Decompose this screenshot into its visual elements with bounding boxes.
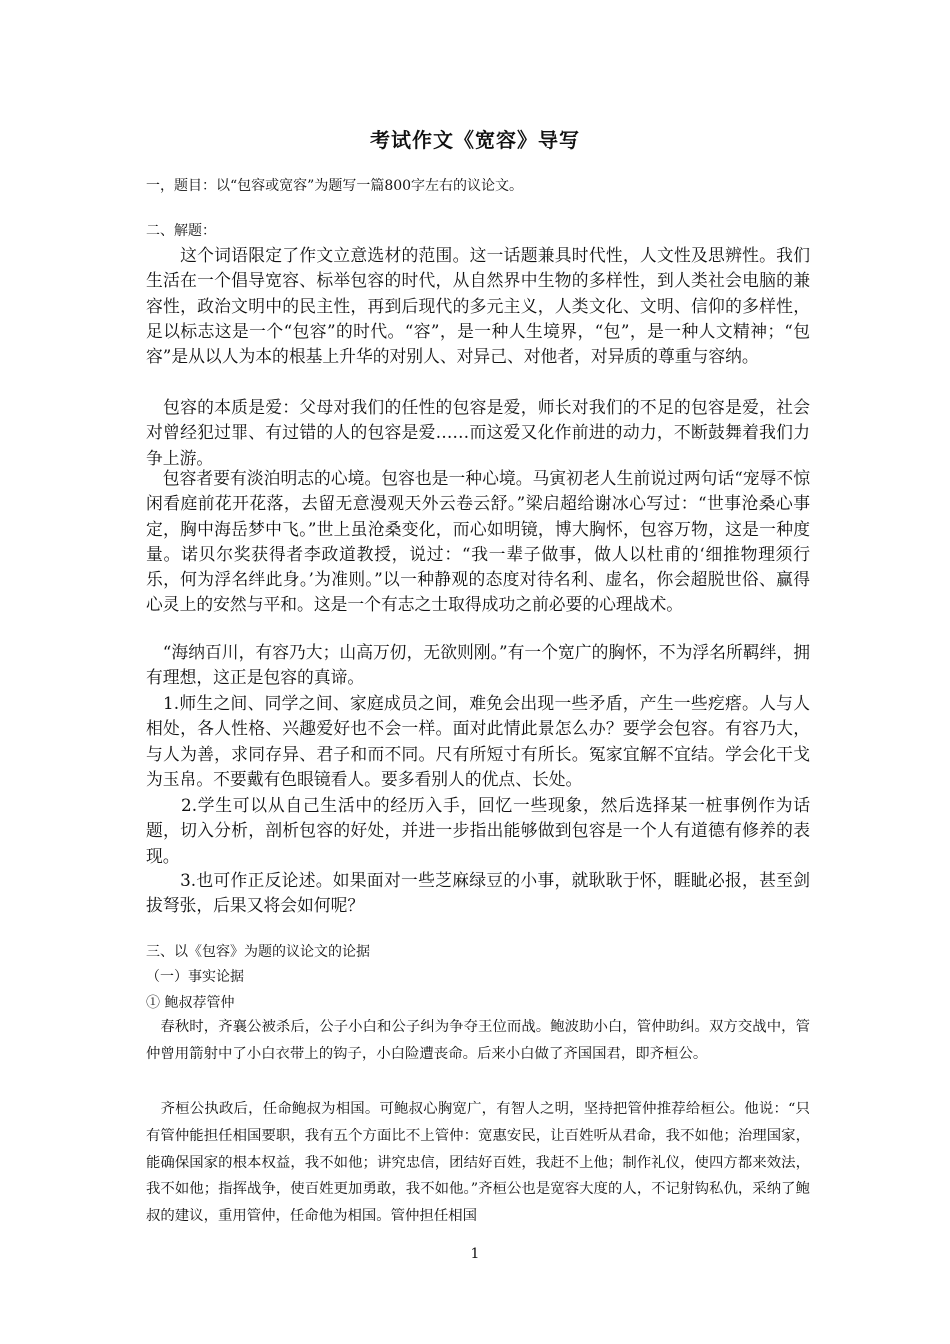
page-number: 1 xyxy=(470,1246,480,1262)
example-heading: ① 鲍叔荐管仲 xyxy=(146,995,235,1011)
document-title: 考试作文《宽容》导写 xyxy=(370,128,580,152)
analysis-paragraph-1: 这个词语限定了作文立意选材的范围。这一话题兼具时代性，人文性及思辨性。我们生活在一个倡导宽容、标举包容的时代，从自然界中生物的多样性，到人类社会电脑的兼容性，政治文明中的民主性，再到后现代的多元主义，人类文化、文明、信仰的多样性，足以标志这是一个“包容”的时代。“容”，是一种人生境界，“包”，是一种人文精神；“包容”是从以人为本的根基上升华的对别人、对异己、对他者，对异质的尊重与容纳。 xyxy=(146,245,810,367)
analysis-point-1: 1.师生之间、同学之间、家庭成员之间，难免会出现一些矛盾，产生一些疙瘩。人与人相处，各人性格、兴趣爱好也不会一样。面对此情此景怎么办？要学会包容。有容乃大，与人为善，求同存异、君子和而不同。尺有所短寸有所长。冤家宜解不宜结。学会化干戈为玉帛。不要戴有色眼镜看人。要多看别人的优点、长处。 xyxy=(146,693,810,789)
section-3-heading: 三、以《包容》为题的议论文的论据 xyxy=(146,944,370,960)
analysis-point-3: 3.也可作正反论述。如果面对一些芝麻绿豆的小事，就耿耿于怀，睚眦必报，甚至剑拔弩张，后果又将会如何呢？ xyxy=(146,870,810,916)
analysis-paragraph-4: “海纳百川，有容乃大；山高万仞，无欲则刚。”有一个宽广的胸怀，不为浮名所羁绊，拥有理想，这正是包容的真谛。 xyxy=(146,642,810,688)
section-1-topic: 一，题目：以“包容或宽容”为题写一篇800字左右的议论文。 xyxy=(146,178,524,194)
example-paragraph-2: 齐桓公执政后，任命鲍叔为相国。可鲍叔心胸宽广，有智人之明，坚持把管仲推荐给桓公。他说：“只有管仲能担任相国要职，我有五个方面比不上管仲：宽惠安民，让百姓听从君命，我不如他；治理国家，能确保国家的根本权益，我不如他；讲究忠信，团结好百姓，我赶不上他；制作礼仪，使四方都来效法，我不如他；指挥战争，使百姓更加勇敢，我不如他。”齐桓公也是宽容大度的人，不记射钩私仇，采纳了鲍叔的建议，重用管仲，任命他为相国。管仲担任相国 xyxy=(146,1101,810,1225)
analysis-paragraph-2: 包容的本质是爱：父母对我们的任性的包容是爱，师长对我们的不足的包容是爱，社会对曾经犯过罪、有过错的人的包容是爱……而这爱又化作前进的动力，不断鼓舞着我们力争上游。 xyxy=(146,397,810,468)
example-paragraph-1: 春秋时，齐襄公被杀后，公子小白和公子纠为争夺王位而战。鲍波助小白，管仲助纠。双方交战中，管仲曾用箭射中了小白衣带上的钩子，小白险遭丧命。后来小白做了齐国国君，即齐桓公。 xyxy=(146,1019,810,1062)
section-2-heading: 二、解题： xyxy=(146,223,216,239)
subsection-heading: （一）事实论据 xyxy=(146,969,244,985)
analysis-point-2: 2.学生可以从自己生活中的经历入手，回忆一些现象，然后选择某一桩事例作为话题，切入分析，剖析包容的好处，并进一步指出能够做到包容是一个人有道德有修养的表现。 xyxy=(146,795,810,866)
analysis-paragraph-3: 包容者要有淡泊明志的心境。包容也是一种心境。马寅初老人生前说过两句话“宠辱不惊闲看庭前花开花落，去留无意漫观天外云卷云舒。”梁启超给谢冰心写过：“世事沧桑心事定，胸中海岳梦中飞。”世上虽沧桑变化，而心如明镜，博大胸怀，包容万物，这是一种度量。诺贝尔奖获得者李政道教授，说过：“我一辈子做事，做人以杜甫的‘细推物理须行乐，何为浮名绊此身。’为准则。”以一种静观的态度对待名利、虚名，你会超脱世俗、赢得心灵上的安然与平和。这是一个有志之士取得成功之前必要的心理战术。 xyxy=(146,468,810,615)
